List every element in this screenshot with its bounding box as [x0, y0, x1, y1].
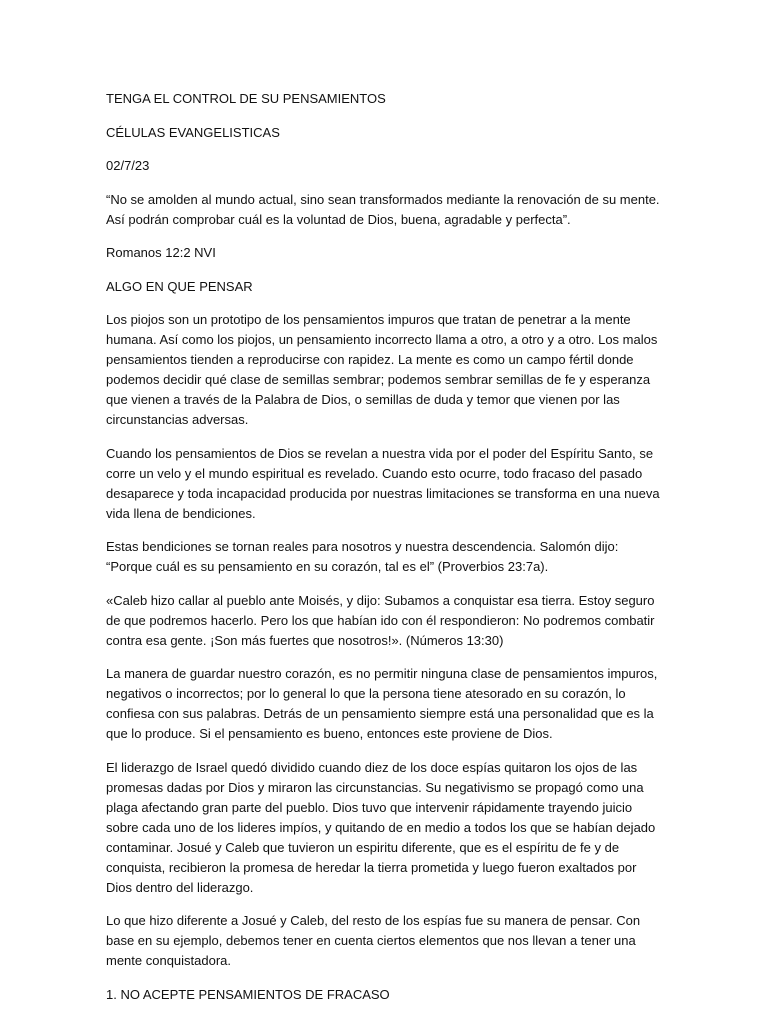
document-title: TENGA EL CONTROL DE SU PENSAMIENTOS — [106, 91, 386, 106]
paragraph: «Caleb hizo callar al pueblo ante Moisés, y dijo: Subamos a conquistar esa tierra. Estoy seguro de que podremos hacerlo. Pero los que habían ido con él respondieron: No podremos combatir contra esa gente. ¡Son más fuertes que nosotros!». (Números 13:30) — [106, 592, 655, 648]
paragraph: Estas bendiciones se tornan reales para nosotros y nuestra descendencia. Salomón dijo: “Porque cuál es su pensamiento en su corazón, tal es el” (Proverbios 23:7a). — [106, 539, 619, 574]
document-subtitle: CÉLULAS EVANGELISTICAS — [106, 124, 280, 140]
paragraph: La manera de guardar nuestro corazón, es no permitir ninguna clase de pensamientos impuros, negativos o incorrectos; por lo general lo que la persona tiene atesorado en su corazón, lo confiesa con sus palabras. Detrás de un pensamiento siempre está una personalidad que es la que lo produce. Si el pensamiento es bueno, entonces este proviene de Dios. — [106, 666, 658, 741]
numbered-heading: 1. NO ACEPTE PENSAMIENTOS DE FRACASO — [106, 986, 390, 1002]
document-page — [106, 89, 662, 1018]
paragraph: El liderazgo de Israel quedó dividido cuando diez de los doce espías quitaron los ojos de las promesas dadas por Dios y miraron las circunstancias. Su negativismo se propagó como una plaga afectando gran parte del pueblo. Dios tuvo que intervenir rápidamente trayendo juicio sobre cada uno de los lideres impíos, y quitando de en medio a todos los que se habían dejado contaminar. Josué y Caleb que tuvieron un espiritu diferente, que es el espíritu de fe y de conquista, recibieron la promesa de heredar la tierra prometida y luego fueron exaltados por Dios dentro del liderazgo. — [106, 759, 656, 895]
section-heading: ALGO EN QUE PENSAR — [106, 278, 253, 294]
document-date: 02/7/23 — [106, 158, 150, 173]
verse-quote: “No se amolden al mundo actual, sino sean transformados mediante la renovación de su mente. Así podrán comprobar cuál es la voluntad de Dios, buena, agradable y perfecta”. — [106, 191, 660, 227]
paragraph: Lo que hizo diferente a Josué y Caleb, del resto de los espías fue su manera de pensar. Con base en su ejemplo, debemos tener en cuenta ciertos elementos que nos llevan a tener una mente conquistadora. — [106, 913, 641, 968]
paragraph: Los piojos son un prototipo de los pensamientos impuros que tratan de penetrar a la mente humana. Así como los piojos, un pensamiento incorrecto llama a otro, a otro y a otro. Los malos pensamientos tienden a reproducirse con rapidez. La mente es como un campo fértil donde podemos decidir qué clase de semillas sembrar; podemos sembrar semillas de fe y esperanza que vienen a través de la Palabra de Dios, o semillas de duda y temor que vienen por las circunstancias adversas. — [106, 312, 658, 427]
paragraph: Cuando los pensamientos de Dios se revelan a nuestra vida por el poder del Espíritu Santo, se corre un velo y el mundo espiritual es revelado. Cuando esto ocurre, todo fracaso del pasado desaparece y toda incapacidad producida por nuestras limitaciones se transforma en una nueva vida llena de bendiciones. — [106, 445, 660, 521]
verse-reference: Romanos 12:2 NVI — [106, 245, 216, 260]
